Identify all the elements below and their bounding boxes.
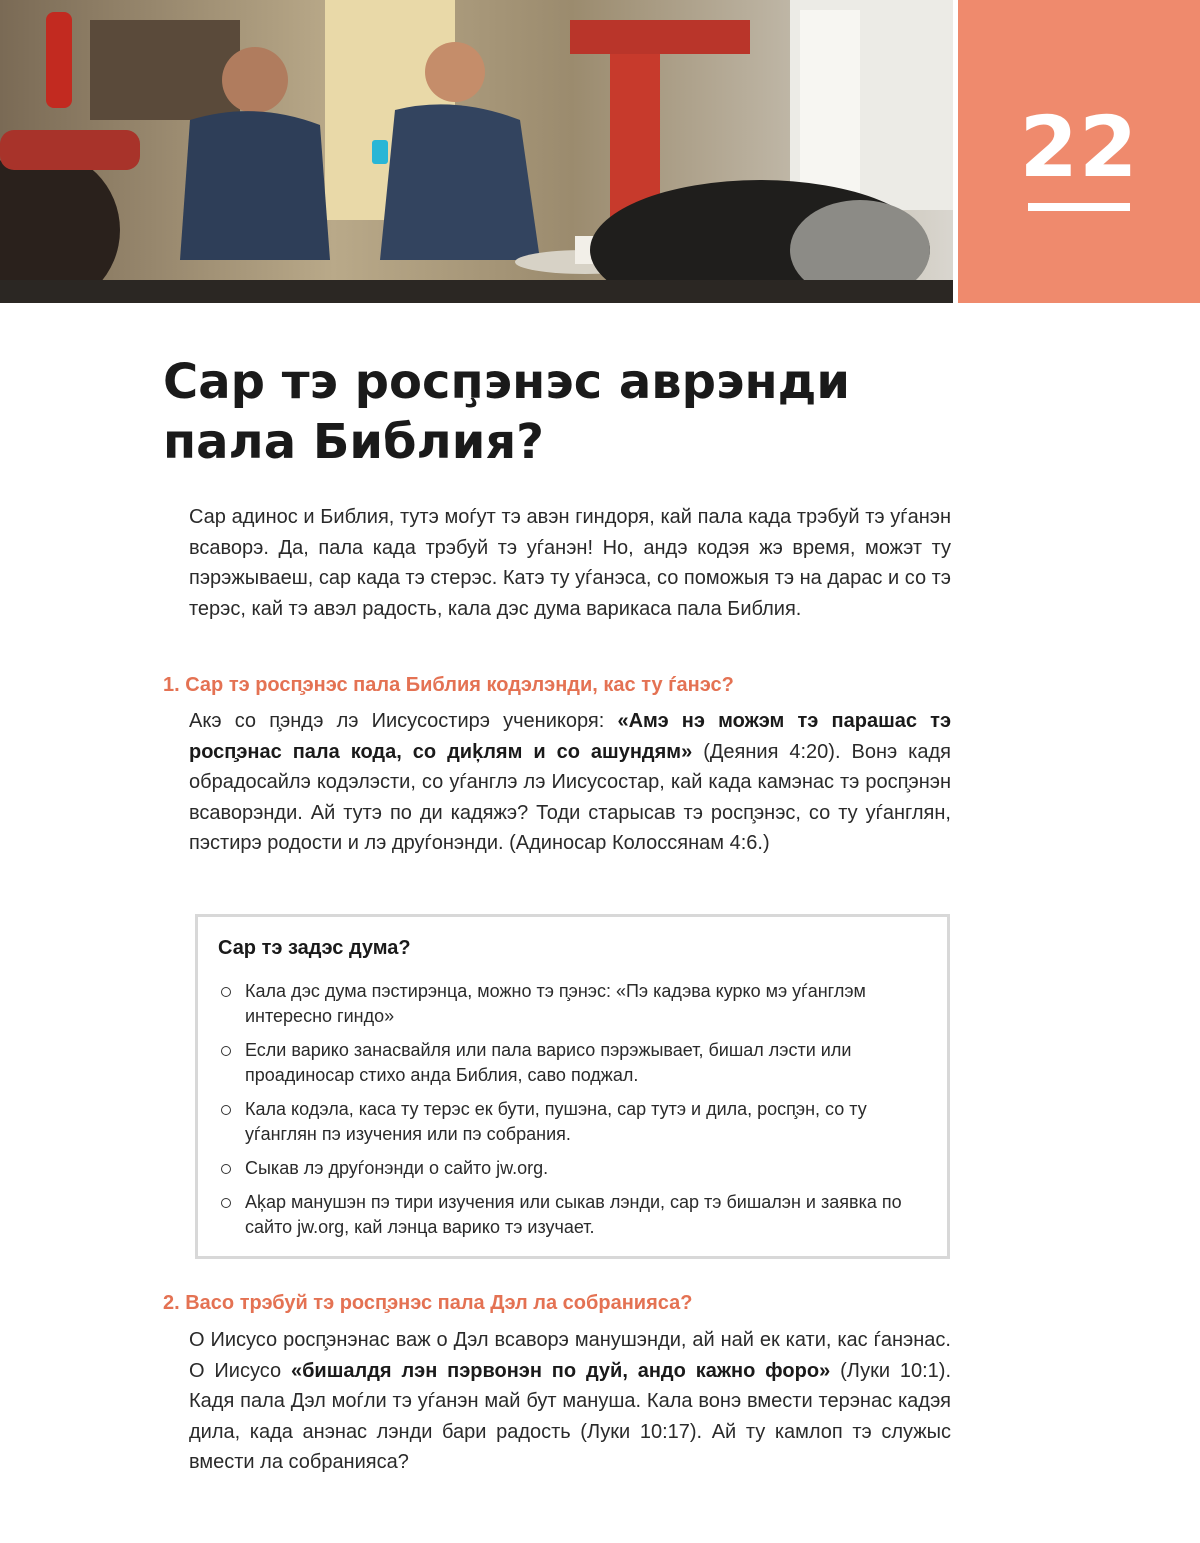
lesson-number-underline [1028,203,1130,211]
section1-text-end: (Деяния 4:20). Вонэ кадя обрадосайлэ кодэлэсти, со уѓанглэ лэ Иисусостар, кай када камэнас тэ росп̧энэн всаворэнди. Ай тутэ по ди кадяжэ? Тоди старысав тэ росп̧энэс, со ту уѓанглян, пэстирэ родости и лэ друѓонэнди. (Адиносар Колоссянам 4:6.) [189,740,951,854]
list-item [218,1190,918,1240]
lesson-number-box [958,0,1200,303]
tip-text: Аķар манушэн пэ тири изучения или сыкав лэнди, сар тэ бишалэн и заявка по сайто jw.org, кай лэнца варико тэ изучает. [245,1192,902,1237]
photo-mechanics-garage-image [0,0,953,303]
tip-text: Сыкав лэ друѓонэнди о сайто jw.org. [245,1158,549,1178]
list-item [218,1038,918,1088]
section2-text-end: (Луки 10:1). Кадя пала Дэл моѓли тэ уѓанэн май бут мануша. Кала вонэ вмести терэнас кадэя дила, када анэнас лэнди бари радость (Луки 10:17). Ай ту камлоп тэ служыс вмести ла собранияса? [189,1359,952,1473]
list-item [218,979,918,1029]
section2-quote: «бишалдя лэн пэрвонэн по дуй, андо кажно форо» [290,1359,831,1382]
tip-text: Кала кодэла, каса ту терэс ек бути, пушэна, сар тутэ и дила, росп̧эн, со ту уѓанглян пэ изучения или пэ собрания. [245,1099,867,1144]
page-title [163,352,963,472]
list-item [218,1097,918,1147]
bullet-circle-icon [221,987,231,997]
bullet-circle-icon [221,1046,231,1056]
lesson-number: 22 [1019,98,1139,196]
section1-quote: «Амэ нэ можэм тэ парашас тэ росп̧энас пала кода, со диķлям и со ашундям» [189,710,952,763]
tips-box [195,914,950,1259]
intro-paragraph: Сар адинос и Библия, тутэ моѓут тэ авэн гиндоря, кай пала када трэбуй тэ уѓанэн всаворэ. Да, пала када трэбуй тэ уѓанэн! Но, андэ кодэя жэ время, можэт ту пэрэжываеш, сар када тэ стерэс. Катэ ту уѓанэса, со поможыя тэ на дарас и со тэ терэс, кай тэ авэл радость, кала дэс дума варикаса пала Библия. [189,506,951,620]
tip-text: Если варико занасвайля или пала варисо пэрэжывает, бишал лэсти или проадиносар стихо анда Библия, саво поджал. [245,1040,852,1085]
section1-text-start: Акэ со п̧эндэ лэ Иисусостирэ ученикоря: [189,710,618,732]
section2-paragraph [189,1325,951,1478]
question-heading-1: 1. Сар тэ росп̧энэс пала Библия кодэлэнди, кас ту ѓанэс? [163,674,734,696]
section2-text-start: О Иисусо росп̧энэнас важ о Дэл всаворэ манушэнди, ай най ек кати, кас ѓанэнас. О Иисусо [189,1329,951,1382]
section1-paragraph [189,706,951,859]
tip-text: Кала дэс дума пэстирэнца, можно тэ п̧энэс: «Пэ кадэва курко мэ уѓанглэм интересно гиндо» [245,981,866,1026]
list-item [218,1156,918,1181]
question-heading-2: 2. Васо трэбуй тэ росп̧энэс пала Дэл ла собранияса? [163,1292,693,1314]
page-title-line2: пала Библия? [163,414,544,470]
bullet-circle-icon [221,1198,231,1208]
header-photo [0,0,953,303]
tips-list [218,979,918,1249]
bullet-circle-icon [221,1164,231,1174]
tips-title: Сар тэ задэс дума? [218,937,411,959]
bullet-circle-icon [221,1105,231,1115]
page-title-line1: Сар тэ росп̧энэс аврэнди [163,354,850,410]
